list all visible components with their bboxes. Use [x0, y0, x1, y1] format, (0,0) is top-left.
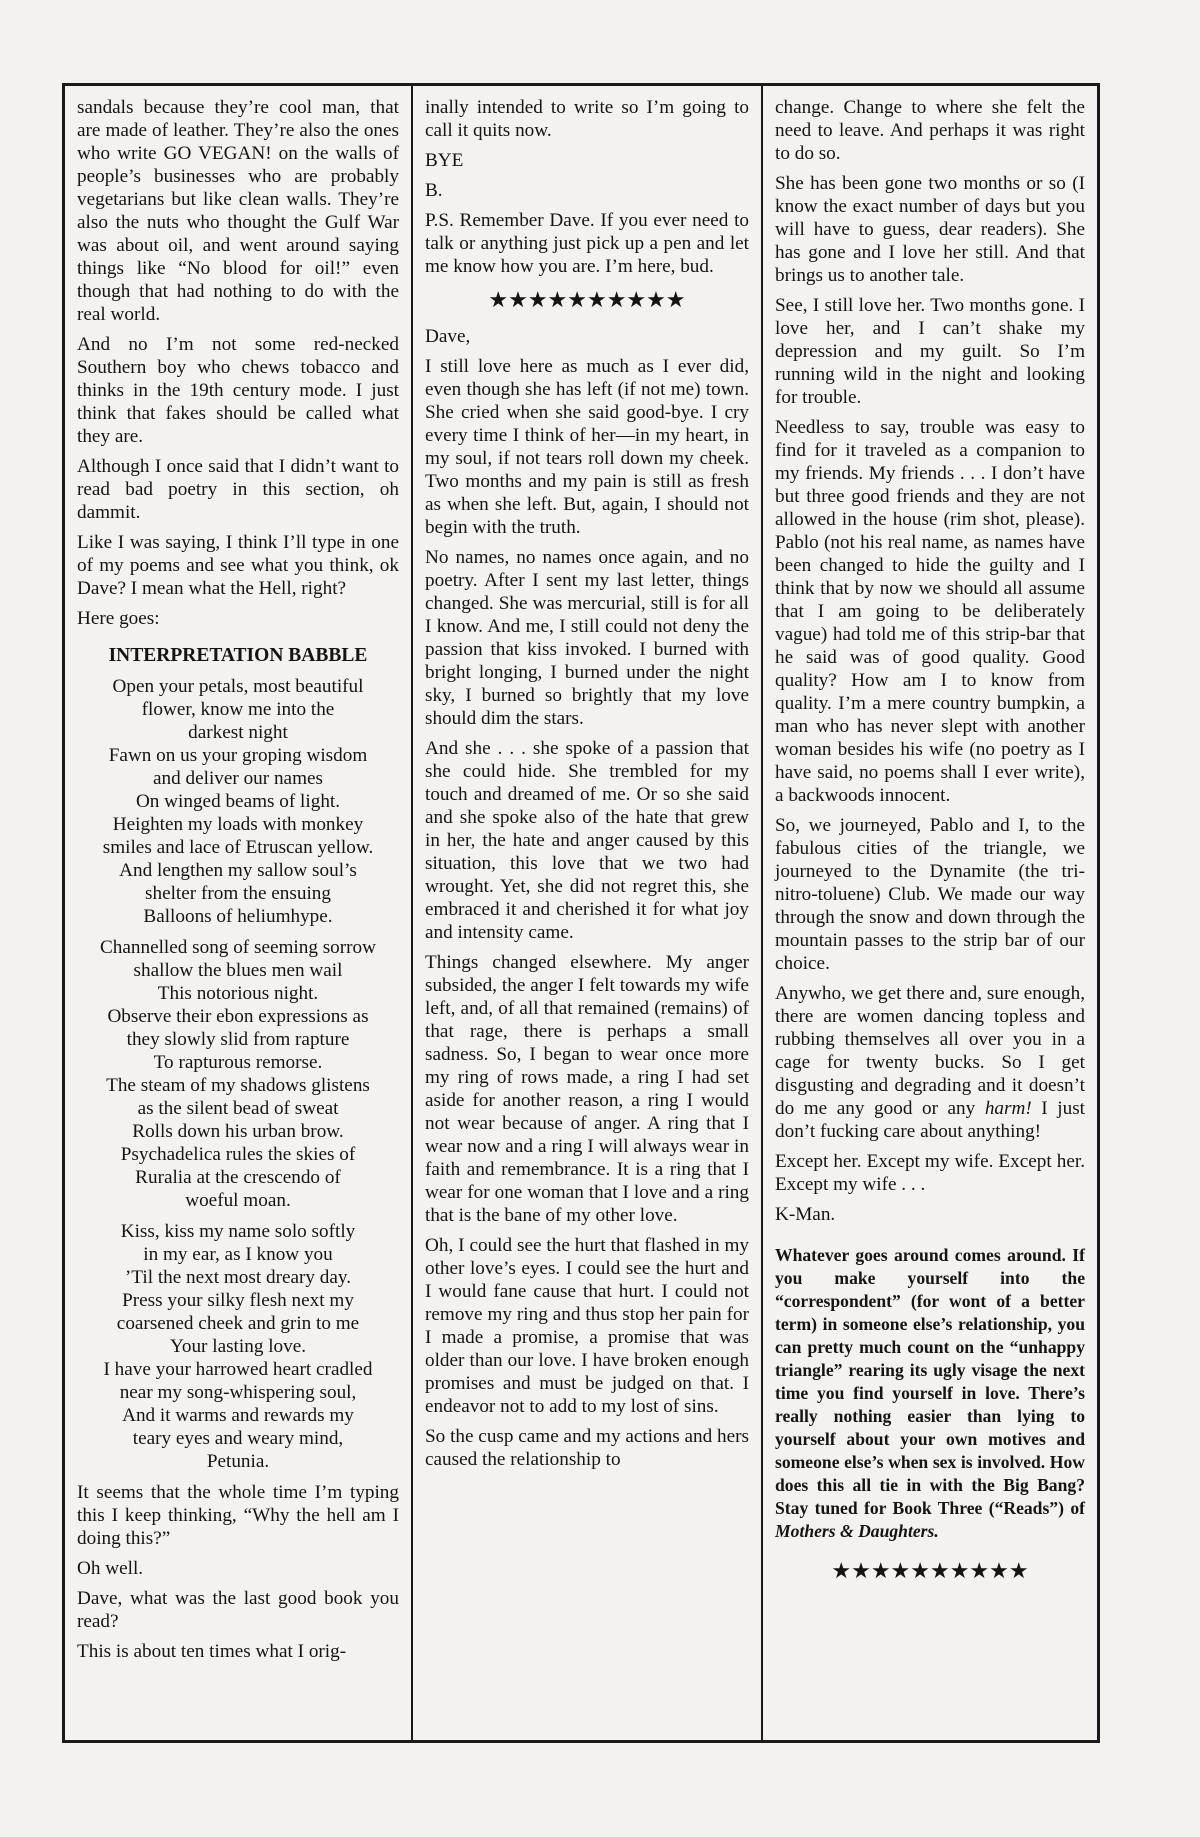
- paragraph: It seems that the whole time I’m typing this I keep thinking, “Why the hell am I doing this?”: [77, 1482, 399, 1549]
- star-divider: ★★★★★★★★★★: [831, 1558, 1029, 1583]
- paragraph: Needless to say, trouble was easy to find for it traveled as a companion to my friends. My friends . . . I don’t have but three good friends and they are not allowed in the house (rim shot, please). Pablo (not his real name, as names have been changed to hide the guilty and I think that by now we should all assume that I am going to be deliberately vague) had told me of this strip-bar that he said was of good quality. Good quality? How am I to know from quality. I’m a mere country bumpkin, a man who has never slept with another woman besides his wife (no poetry as I have said, no poems shall I ever write), a backwoods innocent.: [775, 417, 1085, 806]
- book-title: Mothers & Daughters.: [775, 1521, 939, 1541]
- text-run: Anywho, we get there and, sure enough, there are women dancing topless and rubbing themselves all over you in a cage for twenty bucks. So I get disgusting and degrading and it doesn’t do me any good or any: [775, 983, 1085, 1119]
- paragraph: [775, 982, 1085, 1143]
- paragraph: So the cusp came and my actions and hers caused the relationship to: [425, 1426, 749, 1470]
- paragraph: Dave, what was the last good book you read?: [77, 1588, 399, 1632]
- page-frame: [62, 83, 1100, 1743]
- paragraph: Although I once said that I didn’t want to read bad poetry in this section, oh dammit.: [77, 456, 399, 523]
- paragraph: Oh, I could see the hurt that flashed in my other love’s eyes. I could see the hurt and I would fane cause that hurt. I could not remove my ring and thus stop her pain for I made a promise, a promise that was older than our love. I have broken enough promises and must be judged on that. I endeavor not to add to my lost of sins.: [425, 1235, 749, 1417]
- signature: B.: [425, 180, 443, 201]
- emphasis: harm!: [984, 1098, 1032, 1119]
- column-3: [763, 86, 1097, 1740]
- paragraph: Things changed elsewhere. My anger subsided, the anger I felt towards my wife left, and, of all that remained (remains) of that rage, there is perhaps a small sadness. So, I began to wear once more my ring of rows made, a ring I had set aside for another reason, a ring I would not wear because of anger. A ring that I wear now and a ring I will always wear in faith and remembrance. It is a ring that I wear for one woman that I love and a ring that is the bane of my other love.: [425, 952, 749, 1226]
- poem-stanza: Kiss, kiss my name solo softly in my ear, as I know you ’Til the next most dreary day. Press your silky flesh next my coarsened cheek and grin to me Your lasting love. I have your harrowed heart cradled near my song-whispering soul, And it warms and rewards my teary eyes and weary mind, Petunia.: [103, 1221, 373, 1472]
- editor-note: [775, 1244, 1085, 1543]
- poem-stanza: Channelled song of seeming sorrow shallow the blues men wail This notorious night. Observe their ebon expressions as they slowly slid from rapture To rapturous remorse. The steam of my shadows glistens as the silent bead of sweat Rolls down his urban brow. Psychadelica rules the skies of Ruralia at the crescendo of woeful moan.: [99, 937, 377, 1211]
- column-1: [65, 86, 413, 1740]
- column-2: [413, 86, 763, 1740]
- paragraph: See, I still love her. Two months gone. I love her, and I can’t shake my depression and my guilt. So I’m running wild in the night and looking for trouble.: [775, 295, 1085, 408]
- paragraph: inally intended to write so I’m going to call it quits now.: [425, 97, 749, 141]
- star-divider: ★★★★★★★★★★: [488, 287, 686, 312]
- text-run: I just don’t fucking care about anything!: [775, 1098, 1085, 1142]
- signoff: BYE: [425, 150, 464, 171]
- paragraph: No names, no names once again, and no poetry. After I sent my last letter, things changed. She was mercurial, still is for all I know. And me, I still could not deny the passion that kiss invoked. I burned with bright longing, I burned under the night sky, I burned so brightly that my love should dim the stars.: [425, 547, 749, 729]
- editor-note-text: Whatever goes around comes around. If you make yourself into the “correspondent” (for wont of a better term) in someone else’s relationship, you can pretty much count on the “unhappy triangle” rearing its ugly visage the next time you find yourself in love. There’s really nothing easier than lying to yourself about your own motives and someone else’s when sex is involved. How does this all tie in with the Big Bang? Stay tuned for Book Three (“Reads”) of: [775, 1245, 1085, 1518]
- paragraph: I still love here as much as I ever did, even though she has left (if not me) town. She cried when she said good-bye. I cry every time I think of her—in my heart, in my soul, if not tears roll down my cheek. Two months and my pain is still as fresh as when she left. But, again, I should not begin with the truth.: [425, 356, 749, 538]
- paragraph: sandals because they’re cool man, that are made of leather. They’re also the ones who write GO VEGAN! on the walls of people’s businesses who are probably vegetarians but like clean walls. They’re also the nuts who thought the Gulf War was about oil, and went around saying things like “No blood for oil!” even though that had nothing to do with the real world.: [77, 97, 399, 325]
- paragraph: Except her. Except my wife. Except her. Except my wife . . .: [775, 1151, 1085, 1195]
- poem-stanza: Open your petals, most beautiful flower, know me into the darkest night Fawn on us your groping wisdom and deliver our names On winged beams of light. Heighten my loads with monkey smiles and lace of Etruscan yellow. And lengthen my sallow soul’s shelter from the ensuing Balloons of heliumhype.: [102, 676, 374, 927]
- paragraph: change. Change to where she felt the need to leave. And perhaps it was right to do so.: [775, 97, 1085, 164]
- paragraph: And no I’m not some red-necked Southern boy who chews tobacco and thinks in the 19th century mode. I just think that fakes should be called what they are.: [77, 334, 399, 447]
- paragraph: So, we journeyed, Pablo and I, to the fabulous cities of the triangle, we journeyed to the Dynamite (the tri-nitro-toluene) Club. We made our way through the snow and down through the mountain passes to the strip bar of our choice.: [775, 815, 1085, 974]
- salutation: Dave,: [425, 326, 471, 347]
- paragraph: Oh well.: [77, 1558, 144, 1579]
- paragraph: She has been gone two months or so (I know the exact number of days but you will have to guess, dear readers). She has gone and I love her still. And that brings us to another tale.: [775, 173, 1085, 286]
- postscript: P.S. Remember Dave. If you ever need to talk or anything just pick up a pen and let me know how you are. I’m here, bud.: [425, 210, 749, 277]
- paragraph: This is about ten times what I orig-: [77, 1641, 347, 1662]
- paragraph: Here goes:: [77, 608, 160, 629]
- poem-title: INTERPRETATION BABBLE: [108, 645, 368, 666]
- paragraph: Like I was saying, I think I’ll type in one of my poems and see what you think, ok Dave? I mean what the Hell, right?: [77, 532, 399, 599]
- paragraph: And she . . . she spoke of a passion that she could hide. She trembled for my touch and dreamed of me. Or so she said and she spoke also of the hate that grew in her, the hate and anger caused by this situation, this love that we two had wrought. Yet, she did not regret this, she embraced it and cherished it for what joy and intensity came.: [425, 738, 749, 943]
- signature: K-Man.: [775, 1204, 836, 1225]
